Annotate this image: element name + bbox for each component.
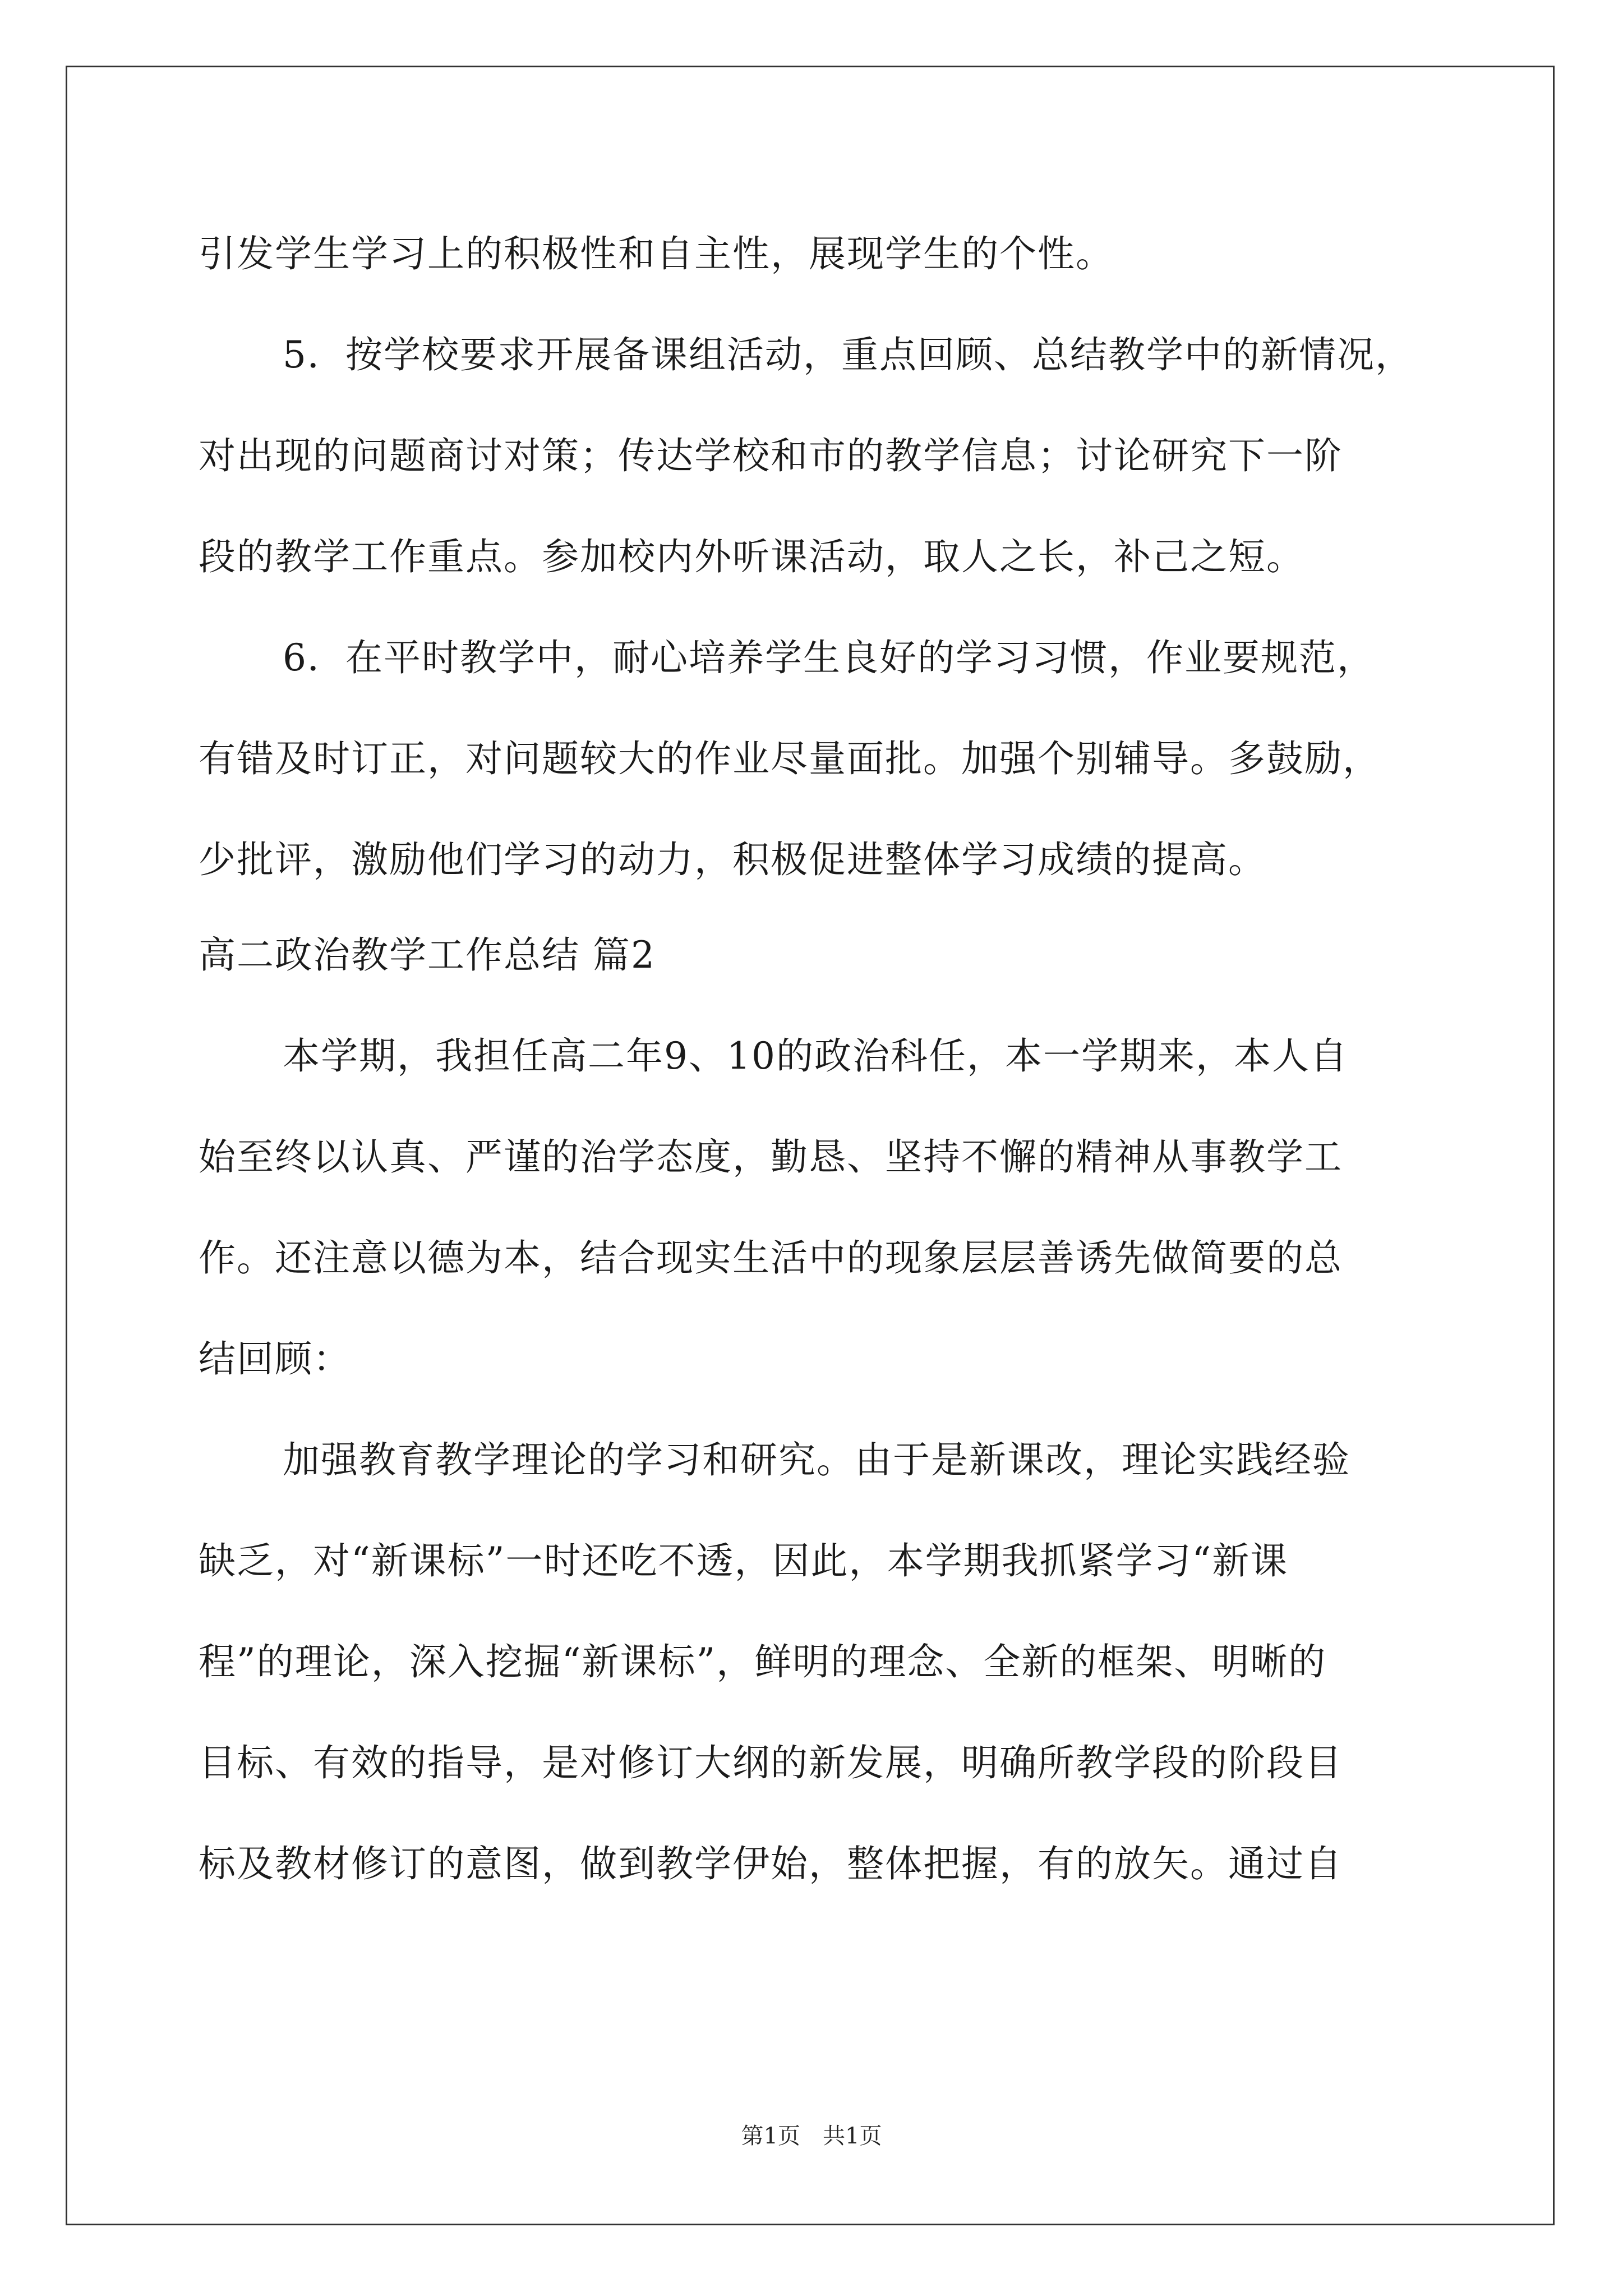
text-line-7: 少批评，激励他们学习的动力，积极促进整体学习成绩的提高。 bbox=[199, 838, 1266, 881]
text-line-2: 5．按学校要求开展备课组活动，重点回顾、总结教学中的新情况， bbox=[283, 333, 1413, 376]
text-line-1: 引发学生学习上的积极性和自主性，展现学生的个性。 bbox=[199, 232, 1114, 275]
text-line-14: 缺乏，对“新课标”一时还吃不透，因此，本学期我抓紧学习“新课 bbox=[199, 1539, 1289, 1582]
text-line-13: 加强教育教学理论的学习和研究。由于是新课改，理论实践经验 bbox=[283, 1438, 1350, 1481]
text-line-10: 始至终以认真、严谨的治学态度，勤恳、坚持不懈的精神从事教学工 bbox=[199, 1135, 1343, 1179]
text-line-11: 作。还注意以德为本，结合现实生活中的现象层层善诱先做简要的总 bbox=[199, 1236, 1343, 1280]
text-line-3: 对出现的问题商讨对策；传达学校和市的教学信息；讨论研究下一阶 bbox=[199, 434, 1343, 477]
text-line-5: 6．在平时教学中，耐心培养学生良好的学习习惯，作业要规范， bbox=[283, 636, 1375, 679]
text-line-15: 程”的理论，深入挖掘“新课标”，鲜明的理念、全新的框架、明晰的 bbox=[199, 1640, 1327, 1683]
text-line-17: 标及教材修订的意图，做到教学伊始，整体把握，有的放矢。通过自 bbox=[199, 1842, 1343, 1885]
text-line-9: 本学期，我担任高二年9、10的政治科任，本一学期来，本人自 bbox=[283, 1034, 1348, 1078]
text-line-4: 段的教学工作重点。参加校内外听课活动，取人之长，补己之短。 bbox=[199, 535, 1304, 578]
page-footer: 第1页 共1页 bbox=[741, 2123, 882, 2149]
section-heading: 高二政治教学工作总结 篇2 bbox=[199, 933, 656, 977]
text-line-6: 有错及时订正，对问题较大的作业尽量面批。加强个别辅导。多鼓励， bbox=[199, 737, 1381, 780]
text-line-12: 结回顾： bbox=[199, 1337, 351, 1381]
text-line-16: 目标、有效的指导，是对修订大纲的新发展，明确所教学段的阶段目 bbox=[199, 1741, 1343, 1784]
